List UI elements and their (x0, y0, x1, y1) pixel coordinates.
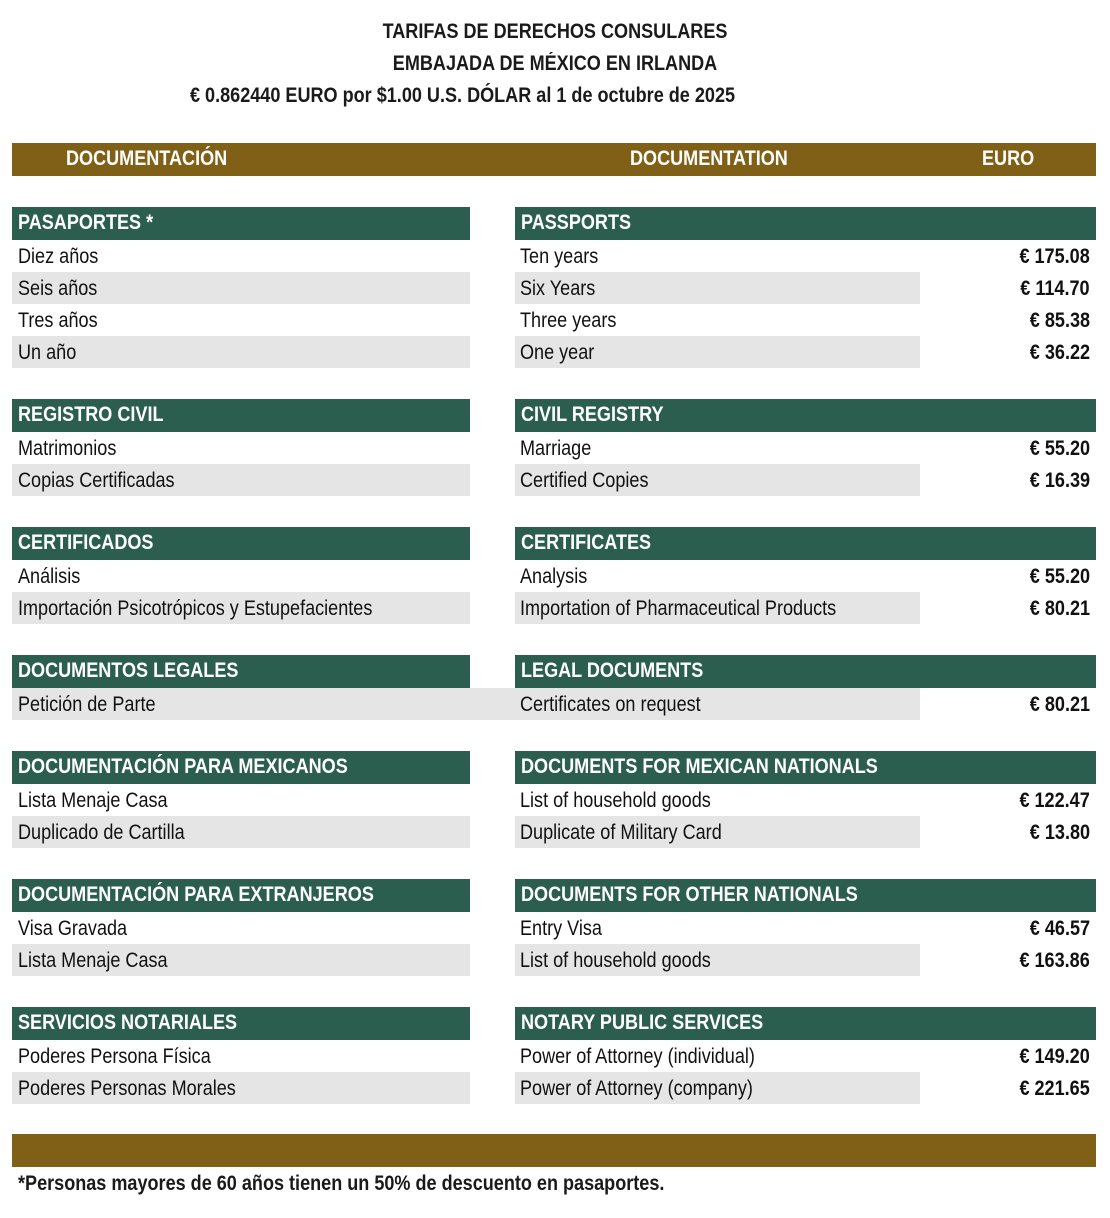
section-header-es (12, 879, 470, 912)
section-header-es (12, 399, 470, 432)
item-price: € 149.20 (1019, 1045, 1090, 1068)
section-title-en: CERTIFICATES (521, 531, 652, 554)
footer-bar (12, 1134, 1096, 1167)
table-row (0, 944, 1110, 976)
table-row (0, 592, 1110, 624)
section-header-en (515, 655, 1096, 688)
column-header-price: EURO (982, 147, 1035, 170)
embassy-name: EMBAJADA DE MÉXICO EN IRLANDA (392, 52, 718, 75)
section-title-es: SERVICIOS NOTARIALES (18, 1011, 238, 1034)
section-header-en (515, 751, 1096, 784)
table-row (0, 240, 1110, 272)
item-en: Power of Attorney (individual) (520, 1045, 755, 1068)
item-es: Importación Psicotrópicos y Estupefacientes (18, 597, 373, 620)
section-title-es: DOCUMENTACIÓN PARA EXTRANJEROS (18, 883, 374, 906)
table-row (0, 272, 1110, 304)
item-es: Tres años (18, 309, 98, 332)
item-en: Importation of Pharmaceutical Products (520, 597, 837, 620)
table-row (0, 560, 1110, 592)
item-price: € 80.21 (1029, 693, 1090, 716)
item-price: € 46.57 (1029, 917, 1090, 940)
item-price: € 85.38 (1029, 309, 1090, 332)
section-header-en (515, 1007, 1096, 1040)
section-header-es (12, 655, 470, 688)
item-price: € 13.80 (1029, 821, 1090, 844)
item-price: € 16.39 (1029, 469, 1090, 492)
section-header-es (12, 1007, 470, 1040)
item-es: Petición de Parte (18, 693, 156, 716)
item-en: Marriage (520, 437, 592, 460)
section-title-es: PASAPORTES * (18, 211, 154, 234)
item-es: Seis años (18, 277, 98, 300)
item-en: Ten years (520, 245, 599, 268)
section-header-en (515, 207, 1096, 240)
item-es: Un año (18, 341, 77, 364)
item-en: Duplicate of Military Card (520, 821, 722, 844)
footnote: *Personas mayores de 60 años tienen un 50% de descuento en pasaportes. (18, 1172, 665, 1195)
column-header-spanish: DOCUMENTACIÓN (66, 147, 228, 170)
section-header-es (12, 751, 470, 784)
item-es: Visa Gravada (18, 917, 128, 940)
item-price: € 163.86 (1019, 949, 1090, 972)
item-en: Entry Visa (520, 917, 602, 940)
table-row (0, 784, 1110, 816)
item-en: List of household goods (520, 789, 711, 812)
exchange-rate-note: € 0.862440 EURO por $1.00 U.S. DÓLAR al 1 de octubre de 2025 (190, 84, 736, 107)
document-title: TARIFAS DE DERECHOS CONSULARES (382, 20, 728, 43)
item-price: € 122.47 (1019, 789, 1090, 812)
row-band (12, 336, 470, 368)
table-row (0, 912, 1110, 944)
item-price: € 55.20 (1029, 565, 1090, 588)
item-price: € 80.21 (1029, 597, 1090, 620)
item-es: Duplicado de Cartilla (18, 821, 185, 844)
section-title-en: CIVIL REGISTRY (521, 403, 664, 426)
table-row (0, 688, 1110, 720)
section-header-en (515, 399, 1096, 432)
section-title-en: DOCUMENTS FOR MEXICAN NATIONALS (521, 755, 878, 778)
item-es: Poderes Personas Morales (18, 1077, 236, 1100)
section-header-es (12, 527, 470, 560)
item-price: € 55.20 (1029, 437, 1090, 460)
column-header-english: DOCUMENTATION (630, 147, 788, 170)
table-row (0, 816, 1110, 848)
item-es: Matrimonios (18, 437, 117, 460)
item-price: € 114.70 (1020, 277, 1090, 300)
item-en: One year (520, 341, 595, 364)
item-es: Lista Menaje Casa (18, 789, 168, 812)
section-title-en: DOCUMENTS FOR OTHER NATIONALS (521, 883, 858, 906)
table-row (0, 1040, 1110, 1072)
item-en: List of household goods (520, 949, 711, 972)
section-title-es: CERTIFICADOS (18, 531, 154, 554)
table-row (0, 1072, 1110, 1104)
item-en: Certified Copies (520, 469, 649, 492)
item-en: Analysis (520, 565, 588, 588)
column-header-bar (12, 143, 1096, 176)
item-es: Lista Menaje Casa (18, 949, 168, 972)
table-row (0, 336, 1110, 368)
section-title-es: REGISTRO CIVIL (18, 403, 164, 426)
item-en: Six Years (520, 277, 596, 300)
item-es: Análisis (18, 565, 81, 588)
section-title-es: DOCUMENTOS LEGALES (18, 659, 239, 682)
section-title-en: LEGAL DOCUMENTS (521, 659, 704, 682)
section-header-es (12, 207, 470, 240)
section-header-en (515, 527, 1096, 560)
item-en: Certificates on request (520, 693, 701, 716)
item-price: € 36.22 (1029, 341, 1090, 364)
table-row (0, 464, 1110, 496)
table-row (0, 304, 1110, 336)
item-en: Three years (520, 309, 617, 332)
item-es: Diez años (18, 245, 99, 268)
section-header-en (515, 879, 1096, 912)
item-es: Poderes Persona Física (18, 1045, 211, 1068)
section-title-es: DOCUMENTACIÓN PARA MEXICANOS (18, 755, 348, 778)
item-es: Copias Certificadas (18, 469, 175, 492)
section-title-en: PASSPORTS (521, 211, 632, 234)
item-price: € 175.08 (1019, 245, 1090, 268)
section-title-en: NOTARY PUBLIC SERVICES (521, 1011, 764, 1034)
item-en: Power of Attorney (company) (520, 1077, 753, 1100)
item-price: € 221.65 (1019, 1077, 1090, 1100)
table-row (0, 432, 1110, 464)
